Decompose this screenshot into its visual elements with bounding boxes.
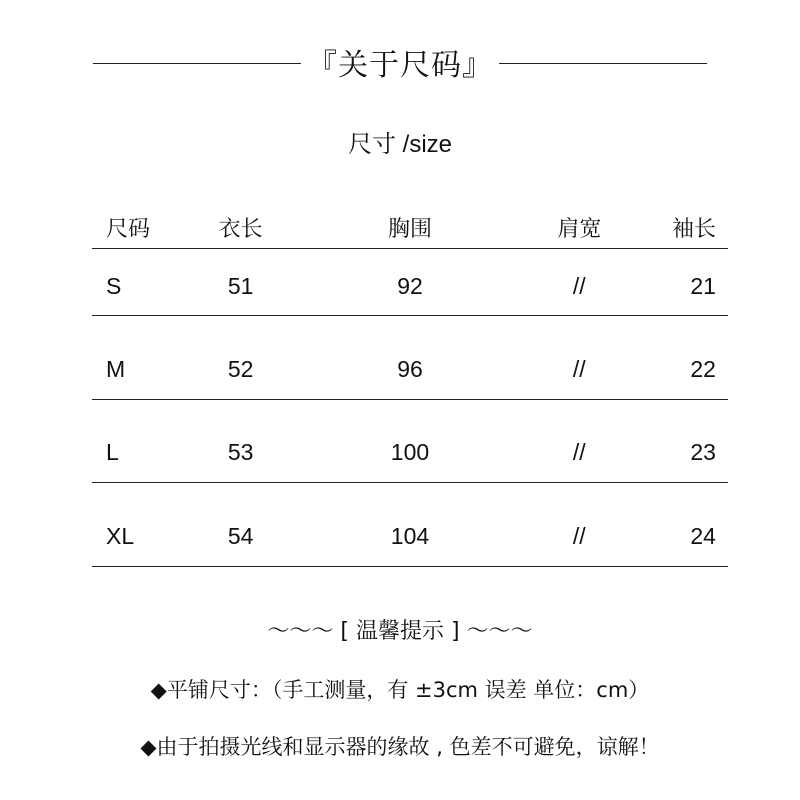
- title-left-divider: [93, 63, 301, 64]
- tips-title: ～～～ [ 温馨提示 ] ～～～: [267, 619, 533, 644]
- page-title: 『关于尺码』: [307, 48, 493, 83]
- cell-shoulder: //: [572, 355, 586, 382]
- cell-chest: 104: [390, 522, 430, 549]
- cell-sleeve: 24: [690, 522, 716, 549]
- color-difference-note: ◆由于拍摄光线和显示器的缘故 , 色差不可避免，谅解！: [140, 735, 660, 759]
- cell-length: 52: [227, 355, 254, 382]
- cell-chest: 96: [397, 355, 423, 382]
- cell-size: S: [106, 272, 122, 299]
- table-row: [92, 316, 728, 400]
- header-chest: 胸围: [387, 216, 432, 242]
- cell-shoulder: //: [572, 272, 586, 299]
- table-row: [92, 400, 728, 484]
- table-header-row: [92, 206, 728, 249]
- header-shoulder: 肩宽: [557, 216, 602, 242]
- measurement-note: ◆平铺尺寸：（手工测量，有 ±3cm 误差 单位：cm）: [150, 678, 650, 702]
- cell-length: 54: [227, 522, 254, 549]
- table-row: [92, 249, 728, 316]
- title-right-divider: [499, 63, 707, 64]
- cell-size: M: [106, 355, 126, 382]
- header-length: 衣长: [218, 216, 263, 242]
- table-row: [92, 483, 728, 567]
- size-table: [92, 206, 728, 567]
- cell-length: 53: [227, 439, 254, 466]
- cell-length: 51: [227, 272, 254, 299]
- size-subtitle: 尺寸 /size: [347, 131, 452, 158]
- cell-size: XL: [106, 522, 135, 549]
- header-size: 尺码: [106, 216, 151, 242]
- cell-sleeve: 22: [690, 355, 716, 382]
- header-sleeve: 袖长: [671, 216, 716, 242]
- cell-sleeve: 23: [690, 439, 716, 466]
- title-row: [0, 40, 800, 84]
- cell-sleeve: 21: [690, 272, 716, 299]
- cell-shoulder: //: [572, 439, 586, 466]
- cell-chest: 100: [390, 439, 430, 466]
- cell-size: L: [106, 439, 119, 466]
- cell-shoulder: //: [572, 522, 586, 549]
- cell-chest: 92: [397, 272, 423, 299]
